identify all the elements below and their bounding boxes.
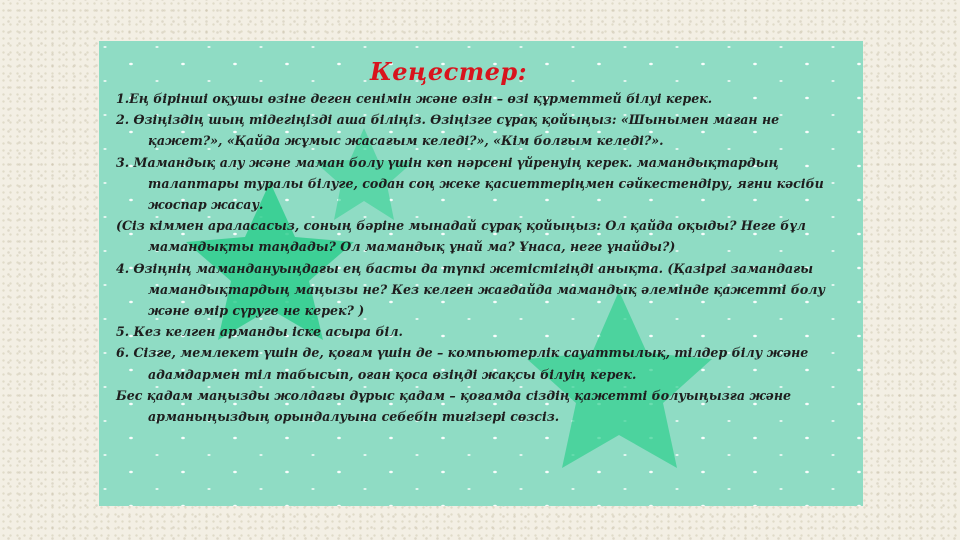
tip-item: 2. Өзіңіздің шың тідегіңізді аша біліңіз. Өзіңізге сұрақ қойыңыз: «Шынымен маған не қажет?», «Қайда жұмыс жасағым келеді?», «Кім болғым келеді?».	[116, 112, 780, 149]
tips-panel	[99, 41, 863, 506]
tip-item: (Сіз кіммен араласасыз, соның бәріне мынадай сұрақ қойыңыз: Ол қайда оқыды? Неге бұл мамандықты таңдады? Ол мамандық ұнай ма? Ұнаса, неге ұнайды?)	[116, 218, 806, 255]
tip-item: 6. Сізге, мемлекет үшін де, қоғам үшін де – компьютерлік сауаттылық, тілдер білу және адамдармен тіл табысып, оған қоса өзіңді жақсы білуің керек.	[116, 345, 809, 382]
tip-item: Бес қадам маңызды жолдағы дұрыс қадам – қоғамда сіздің қажетті болуыңызға және арманыңыздың орындалуына себебін тигізері сөзсіз.	[116, 387, 792, 425]
tip-item: 5. Кез келген арманды іске асыра біл.	[116, 324, 403, 340]
tips-content	[116, 58, 851, 427]
tip-item: 1.Ең бірінші оқушы өзіне деген сенімін және өзін – өзі құрметтей білуі керек.	[116, 91, 713, 106]
tip-item: 3. Мамандық алу және маман болу үшін көп нәрсені үйренуің керек. мамандықтардың талаптары туралы білуге, содан соң жеке қасиеттеріңмен сәйкестендіру, яғни кәсіби жоспар жасау.	[116, 154, 824, 213]
page-title: Кеңестер:	[369, 57, 528, 86]
tip-item: 4. Өзіңнің мамандануыңдағы ең басты да түпкі жетістігіңді анықта. (Қазіргі замандағы мамандықтардың маңызы не? Кез келген жағдайда мамандық әлемінде қажетті болу және өмір сүруге не керек? )	[116, 260, 826, 319]
